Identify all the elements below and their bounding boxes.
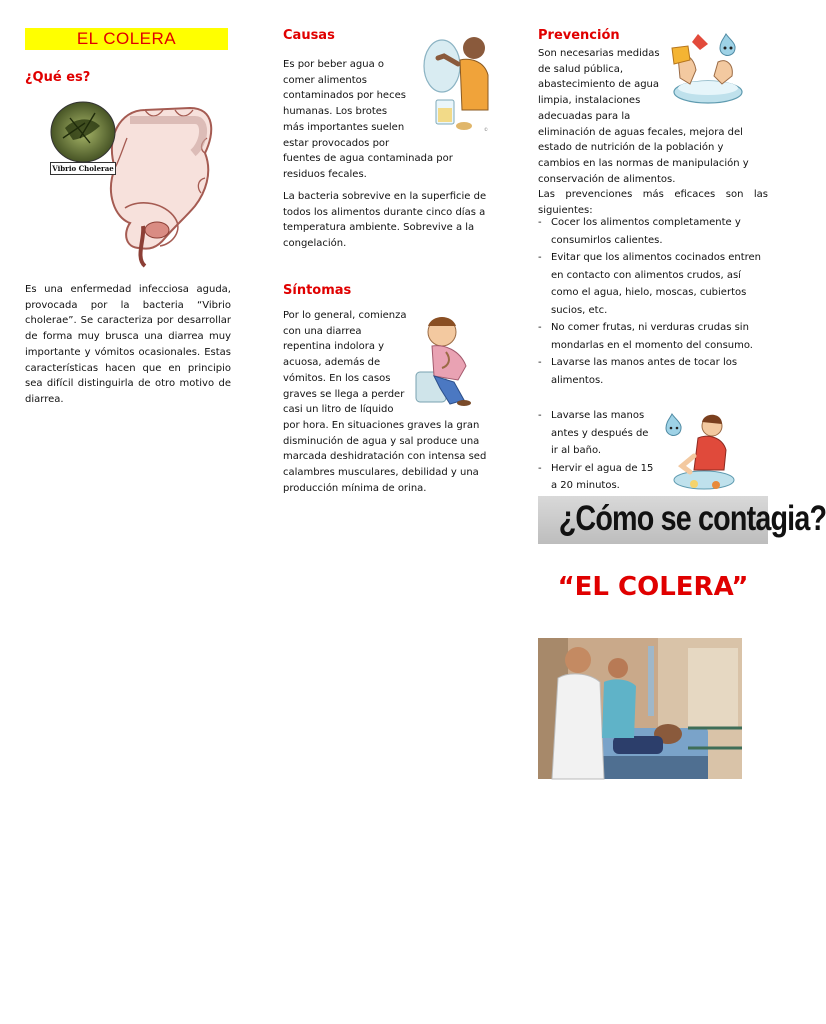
hospital-photo bbox=[538, 638, 742, 779]
drinking-person-illustration bbox=[414, 30, 496, 134]
sintomas-line: calambres musculares, debilidad y una bbox=[283, 467, 479, 479]
title-box bbox=[25, 28, 228, 50]
prevencion-line: estado de nutrición de la población y bbox=[538, 142, 724, 154]
sintomas-line: por hora. En situaciones graves la gran bbox=[283, 419, 480, 431]
prevencion-line: adecuadas para la bbox=[538, 110, 631, 122]
que-es-description: Es una enfermedad infecciosa aguda, provocada por la bacteria “Vibrio cholerae”. Se caracteriza por desarrollar de forma muy brusca una diarrea muy importante y vómitos ocasionales. Estas características hacen que en principio sea difícil distinguirla de otro motivo de diarrea. bbox=[25, 284, 231, 405]
list-item bbox=[538, 407, 668, 460]
list-item-line: a 20 minutos. bbox=[551, 480, 620, 491]
causas-line: comer alimentos bbox=[283, 74, 367, 86]
prevencion-text bbox=[538, 46, 768, 219]
prevencion-list bbox=[538, 214, 766, 389]
list-item: - No comer frutas, ni verduras crudas sin mondarlas en el momento del consumo. bbox=[538, 319, 766, 354]
prevencion-line: cambios en las normas de manipulación y bbox=[538, 157, 749, 169]
causas-line: contaminados por heces bbox=[283, 90, 406, 102]
prevencion-line: limpia, instalaciones bbox=[538, 95, 641, 107]
prevencion-line: Son necesarias medidas bbox=[538, 48, 660, 59]
que-es-heading: ¿Qué es? bbox=[25, 70, 91, 85]
causas-line: residuos fecales. bbox=[283, 168, 367, 180]
colon-illustration bbox=[45, 98, 220, 270]
prevencion-line: conservación de alimentos. bbox=[538, 173, 676, 185]
sintomas-line: marcada deshidratación con intensa sed bbox=[283, 451, 487, 463]
sintomas-line: vómitos. En los casos bbox=[283, 372, 391, 384]
prevencion-line: abastecimiento de agua bbox=[538, 79, 660, 91]
causas-line: más importantes suelen bbox=[283, 121, 405, 133]
washing-dishes-illustration bbox=[664, 410, 742, 496]
svg-text:©: © bbox=[484, 127, 488, 132]
prevencion-heading: Prevención bbox=[538, 28, 620, 43]
list-item-line: - Hervir el agua de 15 bbox=[551, 462, 654, 474]
contagio-banner bbox=[538, 496, 826, 544]
causas-line: estar provocados por bbox=[283, 137, 390, 149]
sick-child-illustration bbox=[414, 310, 486, 408]
sintomas-line: casi un litro de líquido bbox=[283, 404, 394, 416]
list-item: - Lavarse las manos antes de tocar los alimentos. bbox=[538, 354, 766, 389]
sintomas-line: Por lo general, comienza bbox=[283, 310, 407, 321]
list-item: - Cocer los alimentos completamente y consumirlos calientes. bbox=[538, 214, 766, 249]
contagio-banner-text: ¿Cómo se contagia? bbox=[558, 499, 826, 538]
causas-line: humanas. Los brotes bbox=[283, 106, 388, 118]
vibrio-label: Vibrio Cholerae bbox=[50, 162, 116, 175]
sintomas-line: acuosa, además de bbox=[283, 357, 381, 369]
sintomas-line: producción mínima de orina. bbox=[283, 482, 427, 494]
list-item-line: - Lavarse las manos bbox=[551, 410, 645, 421]
causas-line: Es por beber agua o bbox=[283, 59, 384, 70]
page-title: EL COLERA bbox=[76, 29, 177, 48]
causas-line: fuentes de agua contaminada por bbox=[283, 153, 453, 165]
list-item: - Evitar que los alimentos cocinados entren en contacto con alimentos crudos, así como el agua, hielo, moscas, cubiertos sucios, etc. bbox=[538, 249, 766, 319]
sintomas-line: con una diarrea bbox=[283, 325, 362, 337]
prevencion-list-narrow bbox=[538, 407, 668, 495]
list-item-line: ir al baño. bbox=[551, 445, 602, 456]
prevencion-line: eliminación de aguas fecales, mejora del bbox=[538, 126, 743, 138]
sintomas-line: disminución de agua y sal produce una bbox=[283, 435, 480, 447]
causas-heading: Causas bbox=[283, 28, 335, 43]
prevencion-line: de salud pública, bbox=[538, 63, 624, 75]
list-item-line: antes y después de bbox=[551, 427, 649, 439]
sintomas-line: repentina indolora y bbox=[283, 341, 385, 353]
sintomas-heading: Síntomas bbox=[283, 283, 352, 298]
cover-title: “EL COLERA” bbox=[557, 572, 749, 602]
sintomas-line: graves se llega a perder bbox=[283, 388, 405, 400]
bacteria-paragraph: La bacteria sobrevive en la superficie de todos los alimentos durante cinco días a temperatura ambiente. Sobrevive a la congelación. bbox=[283, 191, 487, 250]
list-item bbox=[538, 460, 668, 495]
prevenciones-intro: Las prevenciones más eficaces son las siguientes: bbox=[538, 189, 768, 217]
